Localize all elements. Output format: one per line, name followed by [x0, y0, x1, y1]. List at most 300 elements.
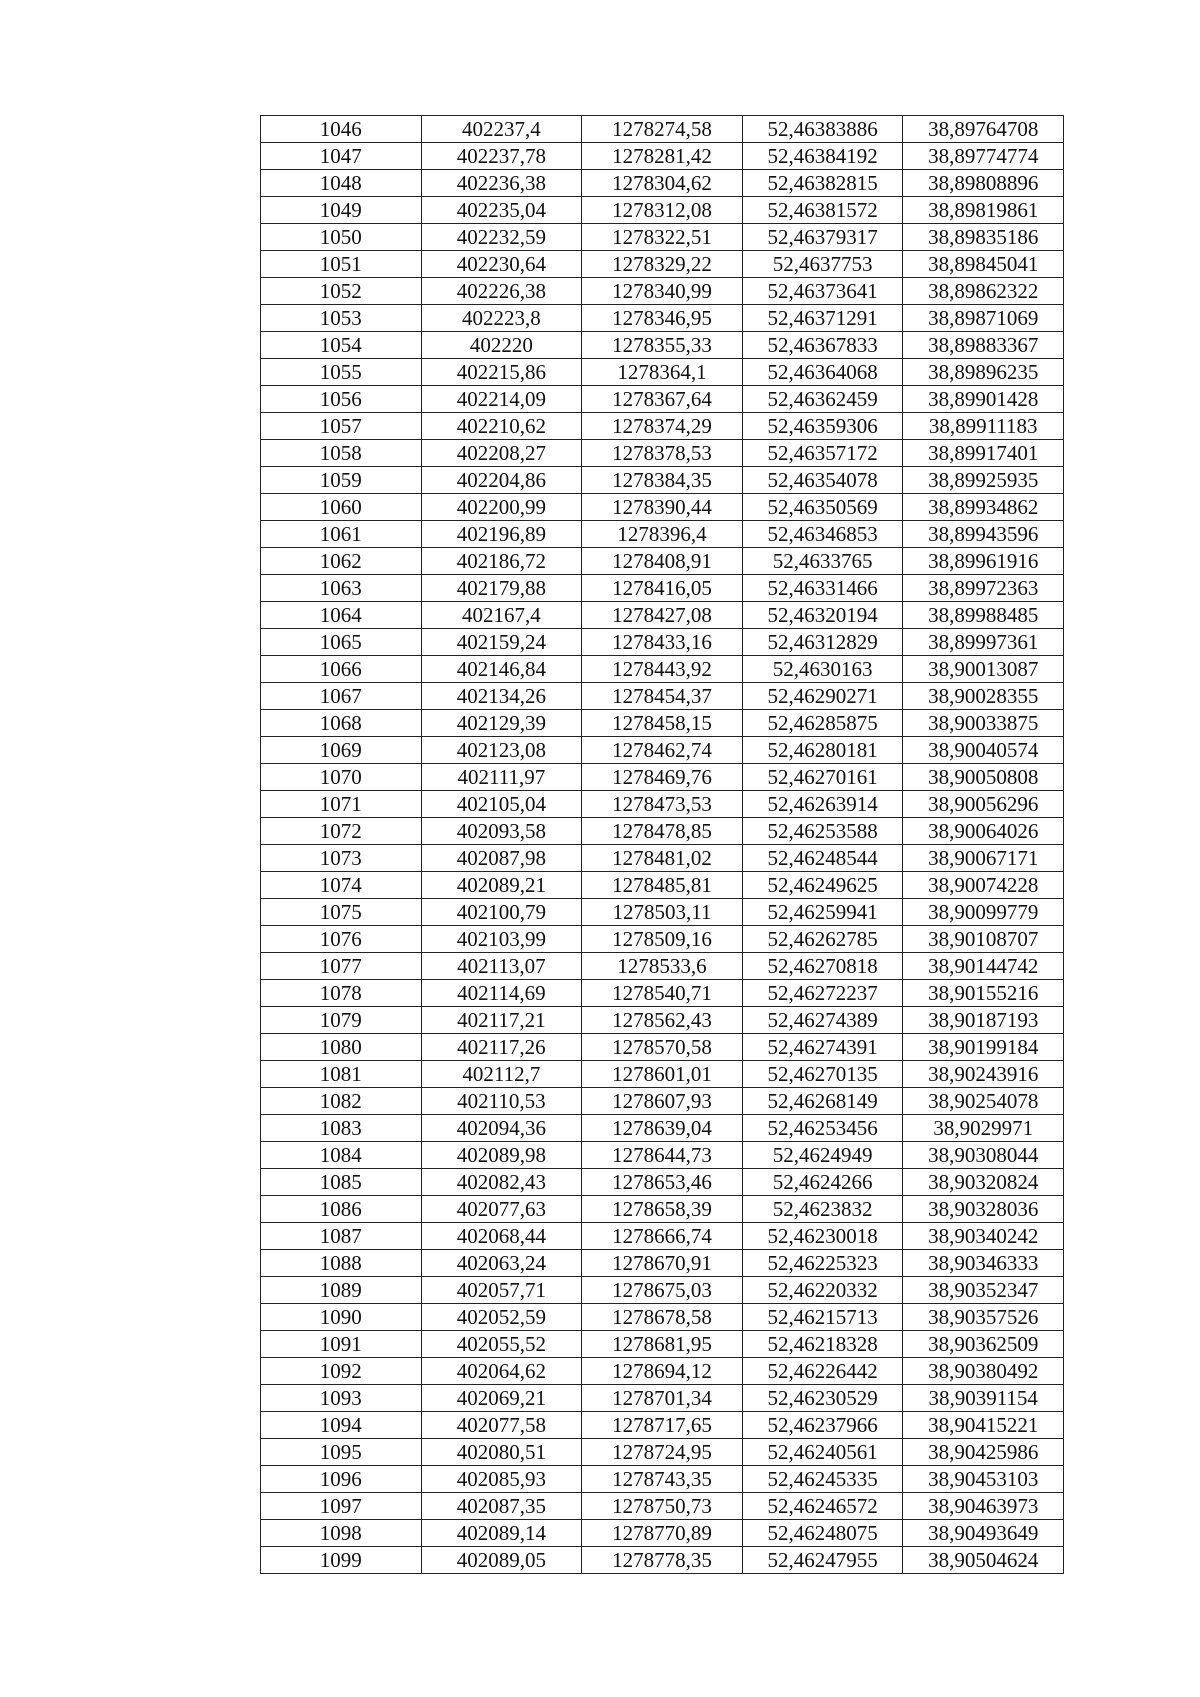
y-coordinate-cell: 1278724,95: [582, 1439, 743, 1466]
point-number-cell: 1090: [261, 1304, 422, 1331]
point-number-cell: 1075: [261, 899, 422, 926]
table-row: [261, 1304, 1064, 1331]
x-coordinate-cell: 402237,4: [421, 116, 582, 143]
table-row: [261, 548, 1064, 575]
table-row: [261, 251, 1064, 278]
longitude-cell: 38,90040574: [903, 737, 1064, 764]
longitude-cell: 38,89997361: [903, 629, 1064, 656]
y-coordinate-cell: 1278678,58: [582, 1304, 743, 1331]
point-number-cell: 1071: [261, 791, 422, 818]
point-number-cell: 1050: [261, 224, 422, 251]
latitude-cell: 52,46240561: [742, 1439, 903, 1466]
x-coordinate-cell: 402237,78: [421, 143, 582, 170]
x-coordinate-cell: 402069,21: [421, 1385, 582, 1412]
latitude-cell: 52,46290271: [742, 683, 903, 710]
longitude-cell: 38,89835186: [903, 224, 1064, 251]
y-coordinate-cell: 1278717,65: [582, 1412, 743, 1439]
y-coordinate-cell: 1278374,29: [582, 413, 743, 440]
table-row: [261, 1007, 1064, 1034]
longitude-cell: 38,89934862: [903, 494, 1064, 521]
point-number-cell: 1097: [261, 1493, 422, 1520]
longitude-cell: 38,90380492: [903, 1358, 1064, 1385]
longitude-cell: 38,90144742: [903, 953, 1064, 980]
longitude-cell: 38,90415221: [903, 1412, 1064, 1439]
longitude-cell: 38,90028355: [903, 683, 1064, 710]
y-coordinate-cell: 1278478,85: [582, 818, 743, 845]
y-coordinate-cell: 1278396,4: [582, 521, 743, 548]
latitude-cell: 52,46245335: [742, 1466, 903, 1493]
x-coordinate-cell: 402080,51: [421, 1439, 582, 1466]
table-row: [261, 656, 1064, 683]
latitude-cell: 52,46274391: [742, 1034, 903, 1061]
latitude-cell: 52,46384192: [742, 143, 903, 170]
x-coordinate-cell: 402117,21: [421, 1007, 582, 1034]
x-coordinate-cell: 402232,59: [421, 224, 582, 251]
longitude-cell: 38,90254078: [903, 1088, 1064, 1115]
latitude-cell: 52,46270161: [742, 764, 903, 791]
x-coordinate-cell: 402220: [421, 332, 582, 359]
x-coordinate-cell: 402094,36: [421, 1115, 582, 1142]
y-coordinate-cell: 1278329,22: [582, 251, 743, 278]
longitude-cell: 38,90013087: [903, 656, 1064, 683]
y-coordinate-cell: 1278355,33: [582, 332, 743, 359]
longitude-cell: 38,90056296: [903, 791, 1064, 818]
table-row: [261, 818, 1064, 845]
point-number-cell: 1064: [261, 602, 422, 629]
longitude-cell: 38,90108707: [903, 926, 1064, 953]
y-coordinate-cell: 1278570,58: [582, 1034, 743, 1061]
longitude-cell: 38,90320824: [903, 1169, 1064, 1196]
point-number-cell: 1069: [261, 737, 422, 764]
y-coordinate-cell: 1278540,71: [582, 980, 743, 1007]
table-row: [261, 197, 1064, 224]
point-number-cell: 1085: [261, 1169, 422, 1196]
latitude-cell: 52,46268149: [742, 1088, 903, 1115]
latitude-cell: 52,46230018: [742, 1223, 903, 1250]
table-row: [261, 1223, 1064, 1250]
x-coordinate-cell: 402089,98: [421, 1142, 582, 1169]
table-row: [261, 413, 1064, 440]
latitude-cell: 52,4624266: [742, 1169, 903, 1196]
x-coordinate-cell: 402082,43: [421, 1169, 582, 1196]
table-row: [261, 1493, 1064, 1520]
table-row: [261, 575, 1064, 602]
point-number-cell: 1087: [261, 1223, 422, 1250]
latitude-cell: 52,46274389: [742, 1007, 903, 1034]
table-row: [261, 1466, 1064, 1493]
y-coordinate-cell: 1278454,37: [582, 683, 743, 710]
point-number-cell: 1049: [261, 197, 422, 224]
table-row: [261, 737, 1064, 764]
y-coordinate-cell: 1278312,08: [582, 197, 743, 224]
latitude-cell: 52,46364068: [742, 359, 903, 386]
longitude-cell: 38,90050808: [903, 764, 1064, 791]
x-coordinate-cell: 402223,8: [421, 305, 582, 332]
latitude-cell: 52,46237966: [742, 1412, 903, 1439]
table-row: [261, 305, 1064, 332]
latitude-cell: 52,46259941: [742, 899, 903, 926]
latitude-cell: 52,46383886: [742, 116, 903, 143]
x-coordinate-cell: 402210,62: [421, 413, 582, 440]
table-row: [261, 1277, 1064, 1304]
y-coordinate-cell: 1278274,58: [582, 116, 743, 143]
y-coordinate-cell: 1278458,15: [582, 710, 743, 737]
longitude-cell: 38,90187193: [903, 1007, 1064, 1034]
point-number-cell: 1062: [261, 548, 422, 575]
x-coordinate-cell: 402089,21: [421, 872, 582, 899]
x-coordinate-cell: 402057,71: [421, 1277, 582, 1304]
x-coordinate-cell: 402064,62: [421, 1358, 582, 1385]
y-coordinate-cell: 1278416,05: [582, 575, 743, 602]
table-row: [261, 1439, 1064, 1466]
latitude-cell: 52,46220332: [742, 1277, 903, 1304]
longitude-cell: 38,89943596: [903, 521, 1064, 548]
x-coordinate-cell: 402167,4: [421, 602, 582, 629]
x-coordinate-cell: 402179,88: [421, 575, 582, 602]
point-number-cell: 1070: [261, 764, 422, 791]
point-number-cell: 1072: [261, 818, 422, 845]
point-number-cell: 1058: [261, 440, 422, 467]
table-row: [261, 683, 1064, 710]
x-coordinate-cell: 402235,04: [421, 197, 582, 224]
longitude-cell: 38,89883367: [903, 332, 1064, 359]
longitude-cell: 38,90362509: [903, 1331, 1064, 1358]
point-number-cell: 1068: [261, 710, 422, 737]
x-coordinate-cell: 402100,79: [421, 899, 582, 926]
longitude-cell: 38,89845041: [903, 251, 1064, 278]
point-number-cell: 1051: [261, 251, 422, 278]
y-coordinate-cell: 1278384,35: [582, 467, 743, 494]
table-row: [261, 116, 1064, 143]
y-coordinate-cell: 1278666,74: [582, 1223, 743, 1250]
table-row: [261, 224, 1064, 251]
longitude-cell: 38,90074228: [903, 872, 1064, 899]
x-coordinate-cell: 402204,86: [421, 467, 582, 494]
y-coordinate-cell: 1278408,91: [582, 548, 743, 575]
coordinates-table: [260, 115, 1064, 1574]
x-coordinate-cell: 402159,24: [421, 629, 582, 656]
x-coordinate-cell: 402117,26: [421, 1034, 582, 1061]
table-row: [261, 386, 1064, 413]
point-number-cell: 1084: [261, 1142, 422, 1169]
longitude-cell: 38,90504624: [903, 1547, 1064, 1574]
table-row: [261, 467, 1064, 494]
table-row: [261, 494, 1064, 521]
table-row: [261, 1034, 1064, 1061]
x-coordinate-cell: 402113,07: [421, 953, 582, 980]
latitude-cell: 52,46312829: [742, 629, 903, 656]
latitude-cell: 52,46218328: [742, 1331, 903, 1358]
x-coordinate-cell: 402215,86: [421, 359, 582, 386]
longitude-cell: 38,89911183: [903, 413, 1064, 440]
y-coordinate-cell: 1278601,01: [582, 1061, 743, 1088]
x-coordinate-cell: 402052,59: [421, 1304, 582, 1331]
table-row: [261, 953, 1064, 980]
table-row: [261, 1331, 1064, 1358]
table-row: [261, 710, 1064, 737]
point-number-cell: 1078: [261, 980, 422, 1007]
latitude-cell: 52,4637753: [742, 251, 903, 278]
table-row: [261, 1196, 1064, 1223]
x-coordinate-cell: 402236,38: [421, 170, 582, 197]
longitude-cell: 38,89819861: [903, 197, 1064, 224]
longitude-cell: 38,90357526: [903, 1304, 1064, 1331]
latitude-cell: 52,46371291: [742, 305, 903, 332]
x-coordinate-cell: 402214,09: [421, 386, 582, 413]
latitude-cell: 52,46248075: [742, 1520, 903, 1547]
longitude-cell: 38,90033875: [903, 710, 1064, 737]
coordinates-table-body: [261, 116, 1064, 1574]
latitude-cell: 52,46225323: [742, 1250, 903, 1277]
latitude-cell: 52,46263914: [742, 791, 903, 818]
latitude-cell: 52,46381572: [742, 197, 903, 224]
table-row: [261, 872, 1064, 899]
point-number-cell: 1098: [261, 1520, 422, 1547]
x-coordinate-cell: 402087,35: [421, 1493, 582, 1520]
latitude-cell: 52,46373641: [742, 278, 903, 305]
point-number-cell: 1074: [261, 872, 422, 899]
point-number-cell: 1054: [261, 332, 422, 359]
table-row: [261, 602, 1064, 629]
longitude-cell: 38,89917401: [903, 440, 1064, 467]
table-row: [261, 845, 1064, 872]
y-coordinate-cell: 1278281,42: [582, 143, 743, 170]
longitude-cell: 38,89988485: [903, 602, 1064, 629]
longitude-cell: 38,89862322: [903, 278, 1064, 305]
x-coordinate-cell: 402114,69: [421, 980, 582, 1007]
latitude-cell: 52,4633765: [742, 548, 903, 575]
y-coordinate-cell: 1278778,35: [582, 1547, 743, 1574]
latitude-cell: 52,46285875: [742, 710, 903, 737]
x-coordinate-cell: 402055,52: [421, 1331, 582, 1358]
x-coordinate-cell: 402077,63: [421, 1196, 582, 1223]
longitude-cell: 38,90199184: [903, 1034, 1064, 1061]
longitude-cell: 38,90308044: [903, 1142, 1064, 1169]
longitude-cell: 38,90243916: [903, 1061, 1064, 1088]
point-number-cell: 1053: [261, 305, 422, 332]
y-coordinate-cell: 1278378,53: [582, 440, 743, 467]
table-row: [261, 1061, 1064, 1088]
x-coordinate-cell: 402068,44: [421, 1223, 582, 1250]
latitude-cell: 52,4624949: [742, 1142, 903, 1169]
longitude-cell: 38,89808896: [903, 170, 1064, 197]
y-coordinate-cell: 1278364,1: [582, 359, 743, 386]
latitude-cell: 52,46320194: [742, 602, 903, 629]
y-coordinate-cell: 1278658,39: [582, 1196, 743, 1223]
point-number-cell: 1063: [261, 575, 422, 602]
latitude-cell: 52,46354078: [742, 467, 903, 494]
point-number-cell: 1082: [261, 1088, 422, 1115]
longitude-cell: 38,90155216: [903, 980, 1064, 1007]
latitude-cell: 52,46270135: [742, 1061, 903, 1088]
table-row: [261, 1520, 1064, 1547]
table-row: [261, 1250, 1064, 1277]
y-coordinate-cell: 1278503,11: [582, 899, 743, 926]
latitude-cell: 52,46280181: [742, 737, 903, 764]
latitude-cell: 52,46262785: [742, 926, 903, 953]
x-coordinate-cell: 402089,05: [421, 1547, 582, 1574]
longitude-cell: 38,9029971: [903, 1115, 1064, 1142]
y-coordinate-cell: 1278562,43: [582, 1007, 743, 1034]
table-row: [261, 980, 1064, 1007]
y-coordinate-cell: 1278469,76: [582, 764, 743, 791]
table-row: [261, 899, 1064, 926]
y-coordinate-cell: 1278462,74: [582, 737, 743, 764]
x-coordinate-cell: 402146,84: [421, 656, 582, 683]
longitude-cell: 38,90067171: [903, 845, 1064, 872]
latitude-cell: 52,46230529: [742, 1385, 903, 1412]
point-number-cell: 1067: [261, 683, 422, 710]
point-number-cell: 1096: [261, 1466, 422, 1493]
longitude-cell: 38,90099779: [903, 899, 1064, 926]
table-row: [261, 1358, 1064, 1385]
y-coordinate-cell: 1278433,16: [582, 629, 743, 656]
latitude-cell: 52,46346853: [742, 521, 903, 548]
longitude-cell: 38,90352347: [903, 1277, 1064, 1304]
point-number-cell: 1091: [261, 1331, 422, 1358]
x-coordinate-cell: 402129,39: [421, 710, 582, 737]
table-row: [261, 440, 1064, 467]
x-coordinate-cell: 402196,89: [421, 521, 582, 548]
x-coordinate-cell: 402110,53: [421, 1088, 582, 1115]
longitude-cell: 38,90463973: [903, 1493, 1064, 1520]
latitude-cell: 52,4623832: [742, 1196, 903, 1223]
latitude-cell: 52,46226442: [742, 1358, 903, 1385]
x-coordinate-cell: 402112,7: [421, 1061, 582, 1088]
table-row: [261, 1412, 1064, 1439]
point-number-cell: 1055: [261, 359, 422, 386]
y-coordinate-cell: 1278473,53: [582, 791, 743, 818]
latitude-cell: 52,46270818: [742, 953, 903, 980]
longitude-cell: 38,90391154: [903, 1385, 1064, 1412]
y-coordinate-cell: 1278533,6: [582, 953, 743, 980]
latitude-cell: 52,46331466: [742, 575, 903, 602]
y-coordinate-cell: 1278485,81: [582, 872, 743, 899]
x-coordinate-cell: 402063,24: [421, 1250, 582, 1277]
longitude-cell: 38,89871069: [903, 305, 1064, 332]
longitude-cell: 38,90340242: [903, 1223, 1064, 1250]
point-number-cell: 1056: [261, 386, 422, 413]
point-number-cell: 1060: [261, 494, 422, 521]
latitude-cell: 52,46249625: [742, 872, 903, 899]
table-row: [261, 332, 1064, 359]
point-number-cell: 1076: [261, 926, 422, 953]
latitude-cell: 52,46362459: [742, 386, 903, 413]
point-number-cell: 1052: [261, 278, 422, 305]
latitude-cell: 52,4630163: [742, 656, 903, 683]
y-coordinate-cell: 1278653,46: [582, 1169, 743, 1196]
table-row: [261, 1385, 1064, 1412]
y-coordinate-cell: 1278607,93: [582, 1088, 743, 1115]
table-row: [261, 629, 1064, 656]
latitude-cell: 52,46247955: [742, 1547, 903, 1574]
latitude-cell: 52,46215713: [742, 1304, 903, 1331]
point-number-cell: 1099: [261, 1547, 422, 1574]
longitude-cell: 38,89896235: [903, 359, 1064, 386]
x-coordinate-cell: 402085,93: [421, 1466, 582, 1493]
table-row: [261, 1115, 1064, 1142]
table-row: [261, 1088, 1064, 1115]
latitude-cell: 52,46253456: [742, 1115, 903, 1142]
longitude-cell: 38,89901428: [903, 386, 1064, 413]
table-row: [261, 143, 1064, 170]
y-coordinate-cell: 1278743,35: [582, 1466, 743, 1493]
point-number-cell: 1048: [261, 170, 422, 197]
point-number-cell: 1073: [261, 845, 422, 872]
x-coordinate-cell: 402230,64: [421, 251, 582, 278]
y-coordinate-cell: 1278644,73: [582, 1142, 743, 1169]
x-coordinate-cell: 402111,97: [421, 764, 582, 791]
x-coordinate-cell: 402087,98: [421, 845, 582, 872]
longitude-cell: 38,89925935: [903, 467, 1064, 494]
y-coordinate-cell: 1278509,16: [582, 926, 743, 953]
table-row: [261, 926, 1064, 953]
longitude-cell: 38,90064026: [903, 818, 1064, 845]
latitude-cell: 52,46253588: [742, 818, 903, 845]
point-number-cell: 1066: [261, 656, 422, 683]
x-coordinate-cell: 402208,27: [421, 440, 582, 467]
point-number-cell: 1093: [261, 1385, 422, 1412]
y-coordinate-cell: 1278340,99: [582, 278, 743, 305]
x-coordinate-cell: 402089,14: [421, 1520, 582, 1547]
y-coordinate-cell: 1278427,08: [582, 602, 743, 629]
latitude-cell: 52,46246572: [742, 1493, 903, 1520]
table-row: [261, 764, 1064, 791]
latitude-cell: 52,46272237: [742, 980, 903, 1007]
y-coordinate-cell: 1278346,95: [582, 305, 743, 332]
table-row: [261, 359, 1064, 386]
point-number-cell: 1094: [261, 1412, 422, 1439]
table-row: [261, 278, 1064, 305]
y-coordinate-cell: 1278304,62: [582, 170, 743, 197]
longitude-cell: 38,90453103: [903, 1466, 1064, 1493]
y-coordinate-cell: 1278701,34: [582, 1385, 743, 1412]
x-coordinate-cell: 402226,38: [421, 278, 582, 305]
y-coordinate-cell: 1278322,51: [582, 224, 743, 251]
y-coordinate-cell: 1278750,73: [582, 1493, 743, 1520]
latitude-cell: 52,46359306: [742, 413, 903, 440]
latitude-cell: 52,46357172: [742, 440, 903, 467]
latitude-cell: 52,46350569: [742, 494, 903, 521]
x-coordinate-cell: 402093,58: [421, 818, 582, 845]
point-number-cell: 1065: [261, 629, 422, 656]
latitude-cell: 52,46379317: [742, 224, 903, 251]
y-coordinate-cell: 1278670,91: [582, 1250, 743, 1277]
point-number-cell: 1080: [261, 1034, 422, 1061]
longitude-cell: 38,89972363: [903, 575, 1064, 602]
table-row: [261, 791, 1064, 818]
point-number-cell: 1047: [261, 143, 422, 170]
x-coordinate-cell: 402123,08: [421, 737, 582, 764]
point-number-cell: 1092: [261, 1358, 422, 1385]
table-row: [261, 1547, 1064, 1574]
x-coordinate-cell: 402186,72: [421, 548, 582, 575]
y-coordinate-cell: 1278443,92: [582, 656, 743, 683]
y-coordinate-cell: 1278694,12: [582, 1358, 743, 1385]
point-number-cell: 1077: [261, 953, 422, 980]
y-coordinate-cell: 1278367,64: [582, 386, 743, 413]
point-number-cell: 1057: [261, 413, 422, 440]
point-number-cell: 1081: [261, 1061, 422, 1088]
y-coordinate-cell: 1278481,02: [582, 845, 743, 872]
y-coordinate-cell: 1278390,44: [582, 494, 743, 521]
x-coordinate-cell: 402105,04: [421, 791, 582, 818]
latitude-cell: 52,46382815: [742, 170, 903, 197]
longitude-cell: 38,90346333: [903, 1250, 1064, 1277]
point-number-cell: 1089: [261, 1277, 422, 1304]
y-coordinate-cell: 1278639,04: [582, 1115, 743, 1142]
x-coordinate-cell: 402134,26: [421, 683, 582, 710]
